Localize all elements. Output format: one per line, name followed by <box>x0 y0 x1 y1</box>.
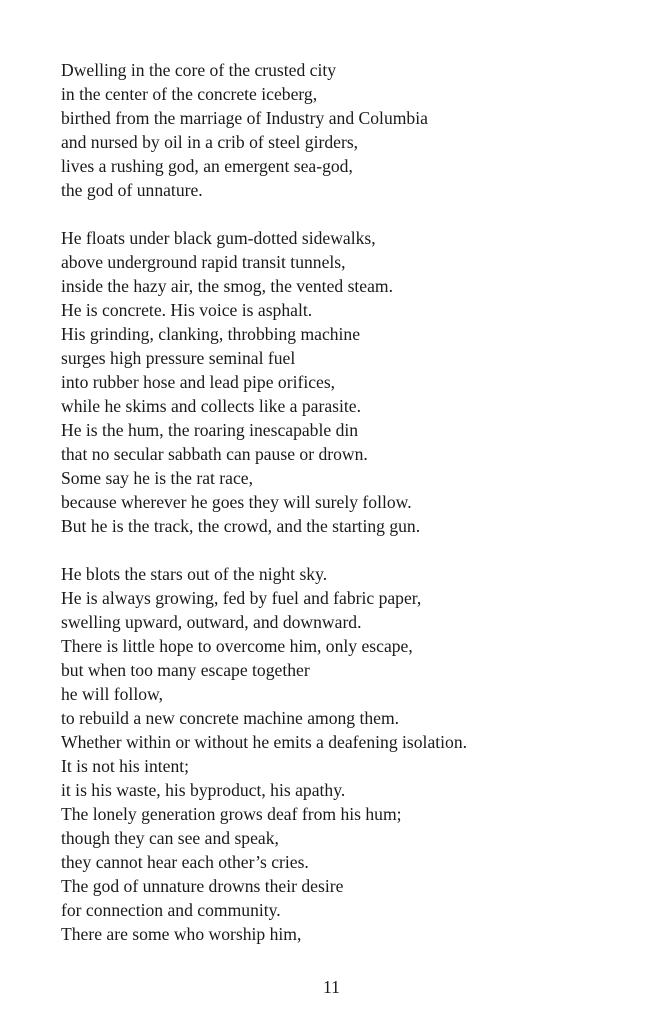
poem-line: into rubber hose and lead pipe orifices, <box>61 372 336 392</box>
poem-line: that no secular sabbath can pause or drown. <box>61 444 368 464</box>
poem-line: for connection and community. <box>61 900 281 920</box>
poem-line: The god of unnature drowns their desire <box>61 876 344 896</box>
poem-line: the god of unnature. <box>61 180 203 200</box>
poem-line: it is his waste, his byproduct, his apathy. <box>61 780 346 800</box>
poem-line: It is not his intent; <box>61 756 190 776</box>
poem-line: There are some who worship him, <box>61 924 302 944</box>
poem-line: he will follow, <box>61 684 163 704</box>
poem-line: and nursed by oil in a crib of steel girders, <box>61 132 359 152</box>
poem-line: His grinding, clanking, throbbing machine <box>61 324 361 344</box>
poem-line: above underground rapid transit tunnels, <box>61 252 346 272</box>
poem-line: He floats under black gum-dotted sidewalks, <box>61 228 376 248</box>
poem-line: though they can see and speak, <box>61 828 279 848</box>
poem-body <box>61 58 641 970</box>
poem-line: in the center of the concrete iceberg, <box>61 84 318 104</box>
poem-line: to rebuild a new concrete machine among them. <box>61 708 400 728</box>
poem-line: they cannot hear each other’s cries. <box>61 852 309 872</box>
poem-line: He is concrete. His voice is asphalt. <box>61 300 313 320</box>
page-number: 11 <box>323 977 340 997</box>
poem-line: lives a rushing god, an emergent sea-god, <box>61 156 353 176</box>
poem-line: because wherever he goes they will surely follow. <box>61 492 412 512</box>
poem-line: Dwelling in the core of the crusted city <box>61 60 337 80</box>
poem-line: inside the hazy air, the smog, the vented steam. <box>61 276 394 296</box>
stanza-1 <box>61 58 641 202</box>
poem-line: surges high pressure seminal fuel <box>61 348 296 368</box>
poem-line: Some say he is the rat race, <box>61 468 253 488</box>
poem-line: He blots the stars out of the night sky. <box>61 564 328 584</box>
poem-line: The lonely generation grows deaf from his hum; <box>61 804 402 824</box>
poem-line: Whether within or without he emits a deafening isolation. <box>61 732 468 752</box>
poem-line: birthed from the marriage of Industry and Columbia <box>61 108 428 128</box>
stanza-2 <box>61 226 641 538</box>
poem-line: But he is the track, the crowd, and the starting gun. <box>61 516 421 536</box>
poem-line: but when too many escape together <box>61 660 310 680</box>
poem-line: He is the hum, the roaring inescapable din <box>61 420 359 440</box>
poem-line: There is little hope to overcome him, only escape, <box>61 636 413 656</box>
stanza-3 <box>61 562 641 946</box>
poem-line: while he skims and collects like a parasite. <box>61 396 361 416</box>
poem-line: He is always growing, fed by fuel and fabric paper, <box>61 588 422 608</box>
poem-line: swelling upward, outward, and downward. <box>61 612 362 632</box>
